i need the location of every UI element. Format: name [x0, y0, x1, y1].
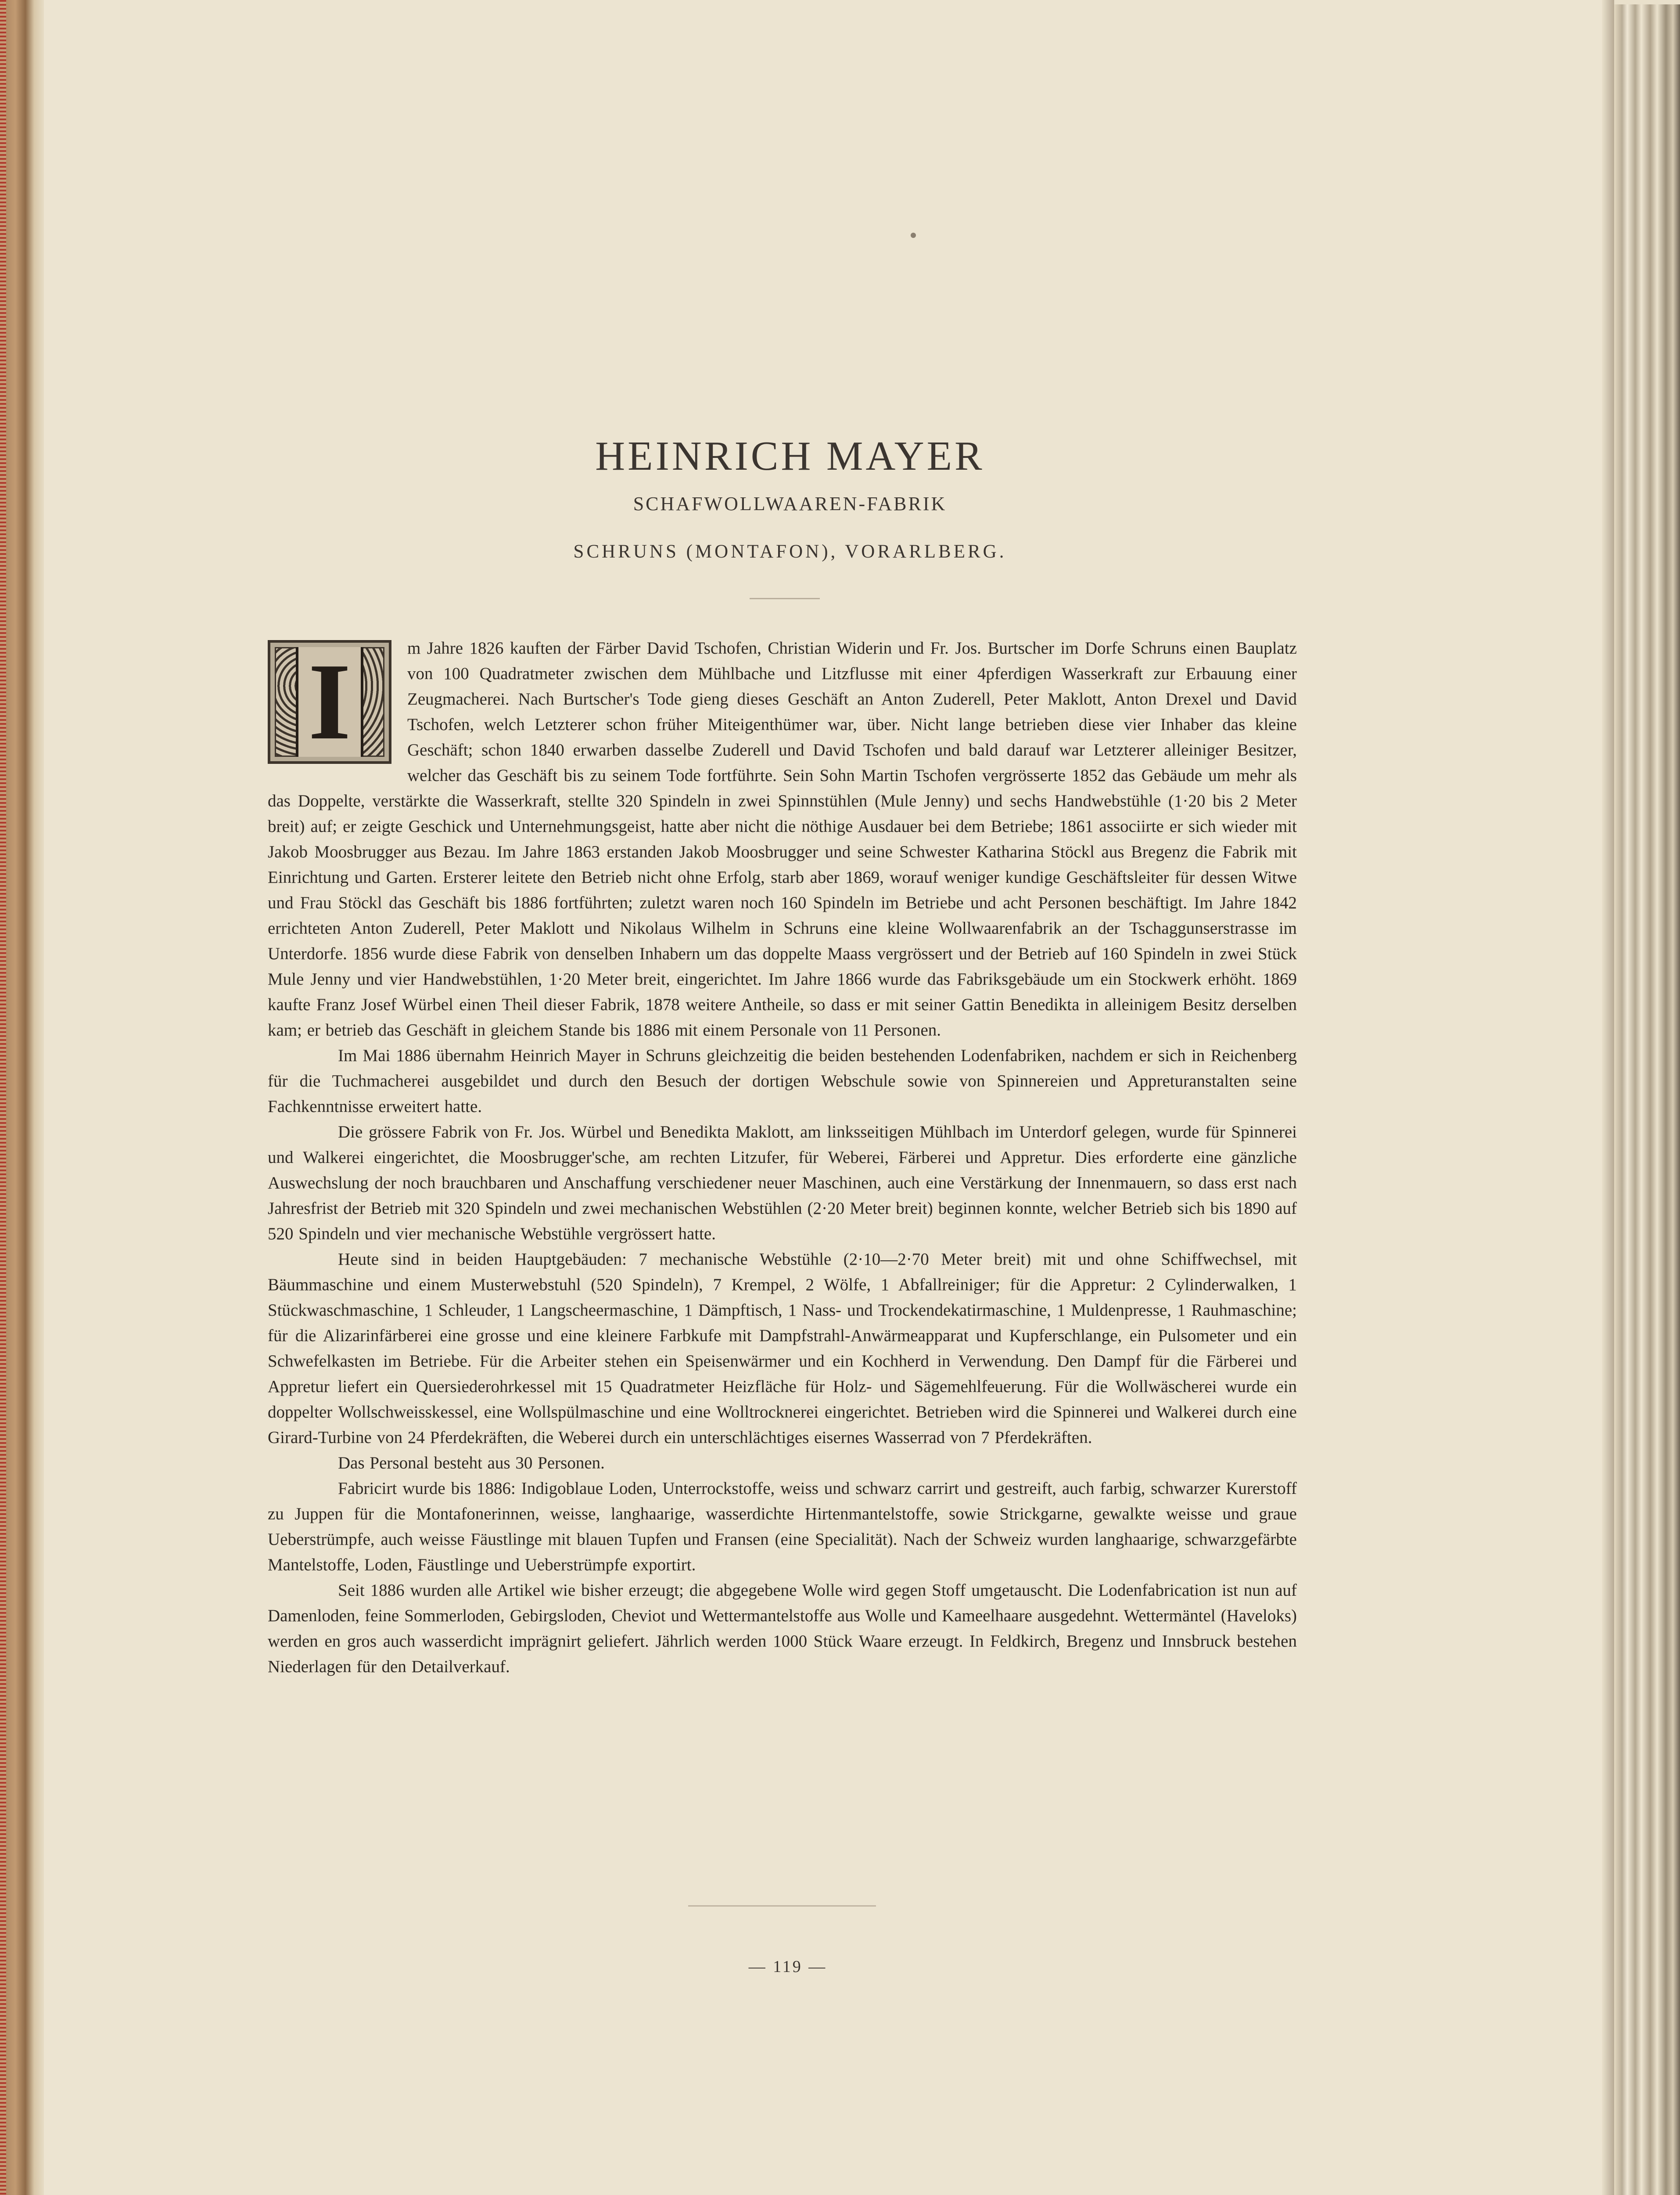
page-edges [1614, 4, 1680, 2195]
binding-stitch [0, 0, 6, 2195]
decorative-initial [268, 640, 391, 764]
paragraph: Heute sind in beiden Hauptgebäuden: 7 mechanische Webstühle (2·10—2·70 Meter breit) mit und ohne Schiffwechsel, mit Bäummaschine und einem Musterwebstuhl (520 Spindeln), 7 Krempel, 2 Wölfe, 1 Abfallreiniger; für die Appretur: 2 Cylinderwalken, 1 Stückwaschmaschine, 1 Schleuder, 1 Langscheermaschine, 1 Dämpftisch, 1 Nass- und Trockendekatirmaschine, 1 Muldenpresse, 1 Rauhmaschine; für die Alizarinfärberei eine grosse und eine kleinere Farbkufe mit Dampfstrahl-Anwärmeapparat und Kupferschlange, ein Pulsometer und ein Schwefelkasten im Betriebe. Für die Arbeiter stehen ein Speisenwärmer und ein Kochherd in Verwendung. Den Dampf für die Färberei und Appretur liefert ein Quersiederohrkessel mit 15 Quadratmeter Heizfläche für Holz- und Sägemehlfeuerung. Für die Wollwäscherei wurde ein doppelter Wollschweisskessel, eine Wollspülmaschine und eine Wolltrocknerei eingerichtet. Betrieben wird die Spinnerei und Walkerei durch eine Girard-Turbine von 24 Pferdekräften, die Weberei durch ein unterschlächtiges eisernes Wasserrad von 7 Pferdekräften. [268, 1250, 1297, 1447]
page-location: SCHRUNS (MONTAFON), VORARLBERG. [573, 541, 1007, 562]
paper-speck [911, 233, 916, 238]
page-number: — 119 — [748, 1958, 827, 1976]
article-body [268, 636, 1297, 1680]
page-shadow [1602, 0, 1614, 2195]
paragraph: Seit 1886 wurden alle Artikel wie bisher erzeugt; die abgegebene Wolle wird gegen Stoff umgetauscht. Die Lodenfabrication ist nun auf Damenloden, feine Sommerloden, Gebirgsloden, Cheviot und Wettermantelstoffe aus Wolle und Kameelhaare ausgedehnt. Wettermäntel (Haveloks) werden en gros auch wasserdicht imprägnirt geliefert. Jährlich werden 1000 Stück Waare erzeugt. In Feldkirch, Bregenz und Innsbruck bestehen Niederlagen für den Detailverkauf. [268, 1581, 1297, 1676]
paragraph: Fabricirt wurde bis 1886: Indigoblaue Loden, Unterrockstoffe, weiss und schwarz carrirt und gestreift, auch farbig, schwarzer Kurerstoff zu Juppen für die Montafonerinnen, weisse, langhaarige, wasserdichte Hirtenmantelstoffe, sowie Strickgarne, gewalkte weisse und graue Ueberstrümpfe, auch weisse Fäustlinge mit blauen Tupfen und Fransen (eine Specialität). Nach der Schweiz wurden langhaarige, schwarzgefärbte Mantelstoffe, Loden, Fäustlinge und Ueberstrümpfe exportirt. [268, 1479, 1297, 1574]
page-subtitle: SCHAFWOLLWAAREN-FABRIK [633, 493, 947, 515]
page-title: HEINRICH MAYER [595, 433, 985, 479]
paragraph: Die grössere Fabrik von Fr. Jos. Würbel und Benedikta Maklott, am linksseitigen Mühlbach im Unterdorf gelegen, wurde für Spinnerei und Walkerei eingerichtet, die Moosbrugger'sche, am rechten Litzufer, für Weberei, Färberei und Appretur. Dies erforderte eine gänzliche Auswechslung der noch brauchbaren und Anschaffung verschiedener neuer Maschinen, auch eine Verstärkung der Innenmauern, so dass erst nach Jahresfrist der Betrieb mit 320 Spindeln und zwei mechanischen Webstühlen (2·20 Meter breit) beginnen konnte, welcher Betrieb sich bis 1890 auf 520 Spindeln und vier mechanische Webstühle vergrössert hatte. [268, 1123, 1297, 1243]
initial-letter: I [296, 647, 363, 757]
paragraph: m Jahre 1826 kauften der Färber David Tschofen, Christian Widerin und Fr. Jos. Burtscher im Dorfe Schruns einen Bauplatz von 100 Quadratmeter zwischen dem Mühlbache und Litzflusse mit einer 4pferdigen Wasserkraft zur Erbauung einer Zeugmacherei. Nach Burtscher's Tode gieng dieses Geschäft an Anton Zuderell, Peter Maklott, Anton Drexel und David Tschofen, welch Letzterer schon früher Miteigenthümer war, über. Nicht lange betrieben diese vier Inhaber das kleine Geschäft; schon 1840 erwarben dasselbe Zuderell und David Tschofen und bald darauf war Letzterer alleiniger Besitzer, welcher das Geschäft bis zu seinem Tode fortführte. Sein Sohn Martin Tschofen vergrösserte 1852 das Gebäude um mehr als das Doppelte, verstärkte die Wasserkraft, stellte 320 Spindeln in zwei Spinnstühlen (Mule Jenny) und sechs Handwebstühle (1·20 bis 2 Meter breit) auf; er zeigte Geschick und Unternehmungsgeist, hatte aber nicht die nöthige Ausdauer bei dem Betriebe; 1861 associirte er sich wieder mit Jakob Moosbrugger aus Bezau. Im Jahre 1863 erstanden Jakob Moosbrugger und seine Schwester Katharina Stöckl aus Bregenz die Fabrik mit Einrichtung und Garten. Ersterer leitete den Betrieb nicht ohne Erfolg, starb aber 1869, worauf weniger kundige Geschäftsleiter für dessen Witwe und Frau Stöckl das Geschäft bis 1886 fortführten; zuletzt waren noch 160 Spindeln im Betriebe und acht Personen beschäftigt. Im Jahre 1842 errichteten Anton Zuderell, Peter Maklott und Nikolaus Wilhelm in Schruns eine kleine Wollwaarenfabrik an der Tschaggunserstrasse im Unterdorfe. 1856 wurde diese Fabrik von denselben Inhabern um das doppelte Maass vergrössert und der Betrieb auf 160 Spindeln in zwei Stück Mule Jenny und vier Handwebstühlen, 1·20 Meter breit, eingerichtet. Im Jahre 1866 wurde das Fabriksgebäude um ein Stockwerk erhöht. 1869 kaufte Franz Josef Würbel einen Theil dieser Fabrik, 1878 weitere Antheile, so dass er mit seiner Gattin Benedikta in alleinigem Besitz derselben kam; er betrieb das Geschäft in gleichem Stande bis 1886 mit einem Personale von 11 Personen. [268, 639, 1297, 1040]
paragraph: Im Mai 1886 übernahm Heinrich Mayer in Schruns gleichzeitig die beiden bestehenden Lodenfabriken, nachdem er sich in Reichenberg für die Tuchmacherei ausgebildet und durch den Besuch der dortigen Webschule sowie von Spinnereien und Appreturanstalten seine Fachkenntnisse erweitert hatte. [268, 1046, 1297, 1116]
paragraph: Das Personal besteht aus 30 Personen. [338, 1454, 605, 1472]
end-divider [688, 1905, 876, 1907]
book-gutter [0, 0, 44, 2195]
title-divider [750, 598, 820, 599]
